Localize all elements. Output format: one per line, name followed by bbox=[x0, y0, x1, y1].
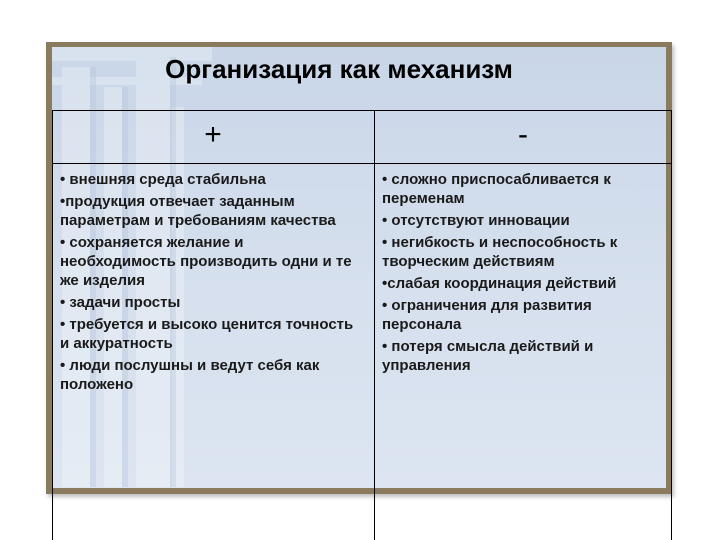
list-item: • люди послушны и ведут себя как положено bbox=[60, 357, 320, 393]
table-header-divider bbox=[52, 163, 672, 164]
list-item: • внешняя среда стабильна bbox=[60, 171, 266, 188]
list-item: • ограничения для развития персонала bbox=[382, 297, 592, 333]
list-item: • негибкость и неспособность к творческим действиям bbox=[382, 234, 618, 270]
table-right-border bbox=[671, 110, 672, 540]
plus-items-list bbox=[60, 170, 360, 397]
list-item: • сложно приспосабливается к переменам bbox=[382, 171, 611, 207]
plus-column-header: + bbox=[204, 118, 222, 151]
list-item: • требуется и высоко ценится точность и аккуратность bbox=[60, 316, 354, 352]
minus-items-list bbox=[382, 170, 668, 378]
list-item: • отсутствуют инновации bbox=[382, 212, 570, 229]
table-left-border bbox=[52, 110, 53, 540]
slide-title: Организация как механизм bbox=[165, 54, 513, 84]
list-item: •слабая координация действий bbox=[382, 275, 617, 292]
list-item: • задачи просты bbox=[60, 294, 181, 311]
minus-column-header: - bbox=[518, 118, 528, 151]
list-item: • потеря смысла действий и управления bbox=[382, 338, 594, 374]
table-middle-divider bbox=[374, 110, 375, 540]
list-item: • сохраняется желание и необходимость производить одни и те же изделия bbox=[60, 234, 352, 289]
table-top-border bbox=[52, 110, 672, 111]
list-item: •продукция отвечает заданным параметрам и требованиям качества bbox=[60, 193, 336, 229]
